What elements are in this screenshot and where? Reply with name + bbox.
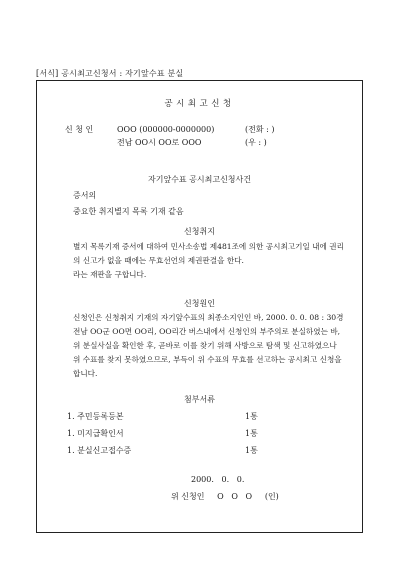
- attachment-name: 1. 미지급확인서: [67, 429, 124, 438]
- document-date: 2000. 0. 0.: [191, 475, 245, 484]
- signature-line: 위 신청인 O O O (인): [171, 492, 279, 501]
- attachment-count: 1통: [245, 412, 258, 421]
- reason-paragraph: [73, 311, 373, 381]
- reason-line: 전남 OO군 OO면 OO리, OO리간 버스내에서 신청인의 부주의로 분실하였는 바,: [73, 327, 341, 336]
- attachment-name: 1. 주민등록등본: [67, 412, 124, 421]
- reason-line: 위 수표를 찾지 못하였으므로, 부득이 위 수표의 무효를 선고하는 공시최고 신청을: [73, 355, 342, 364]
- purpose-line: 의 신고가 없을 때에는 무효선언의 제권판결을 한다.: [73, 256, 244, 265]
- reason-heading: 신청원인: [184, 299, 215, 308]
- purpose-line: 별지 목록기재 증서에 대하여 민사소송법 제481조에 의한 공시최고기일 내에 권리: [73, 242, 344, 251]
- document-title: 공시최고신청: [164, 99, 235, 109]
- purpose-heading: 신청취지: [184, 227, 215, 236]
- attachment-count: 1통: [245, 446, 258, 455]
- purpose-line: 라는 재판을 구합니다.: [73, 270, 147, 279]
- applicant-id: OOO (000000-0000000): [117, 125, 215, 134]
- applicant-postal: (우 : ): [245, 138, 267, 147]
- applicant-address: 전남 OO시 OO로 OOO: [117, 138, 202, 147]
- reason-line: 위 분실사실을 확인한 후, 곧바로 이를 찾기 위해 사방으로 탐색 및 신고하였으나: [73, 341, 337, 350]
- attachment-count: 1통: [245, 429, 258, 438]
- attachment-name: 1. 분실신고접수증: [67, 446, 132, 455]
- attachments-heading: 첨부서류: [184, 395, 215, 404]
- applicant-phone: (전화 : ): [245, 125, 275, 134]
- purpose-paragraph: [73, 240, 373, 282]
- case-title: 자기앞수표 공시최고신청사건: [147, 175, 251, 184]
- form-frame: [36, 80, 363, 533]
- applicant-label: 신 청 인: [65, 125, 94, 134]
- reason-line: 합니다.: [73, 369, 98, 378]
- doc-line: 증서의: [73, 191, 97, 200]
- form-header: [서식] 공시최고신청서 : 자기앞수표 분실: [36, 69, 184, 78]
- reason-line: 신청인은 신청취지 기재의 자기앞수표의 최종소지인인 바, 2000. 0. 0. 08 : 30경: [73, 313, 344, 322]
- doc-line: 중요한 취지별지 목록 기재 같음: [73, 207, 184, 216]
